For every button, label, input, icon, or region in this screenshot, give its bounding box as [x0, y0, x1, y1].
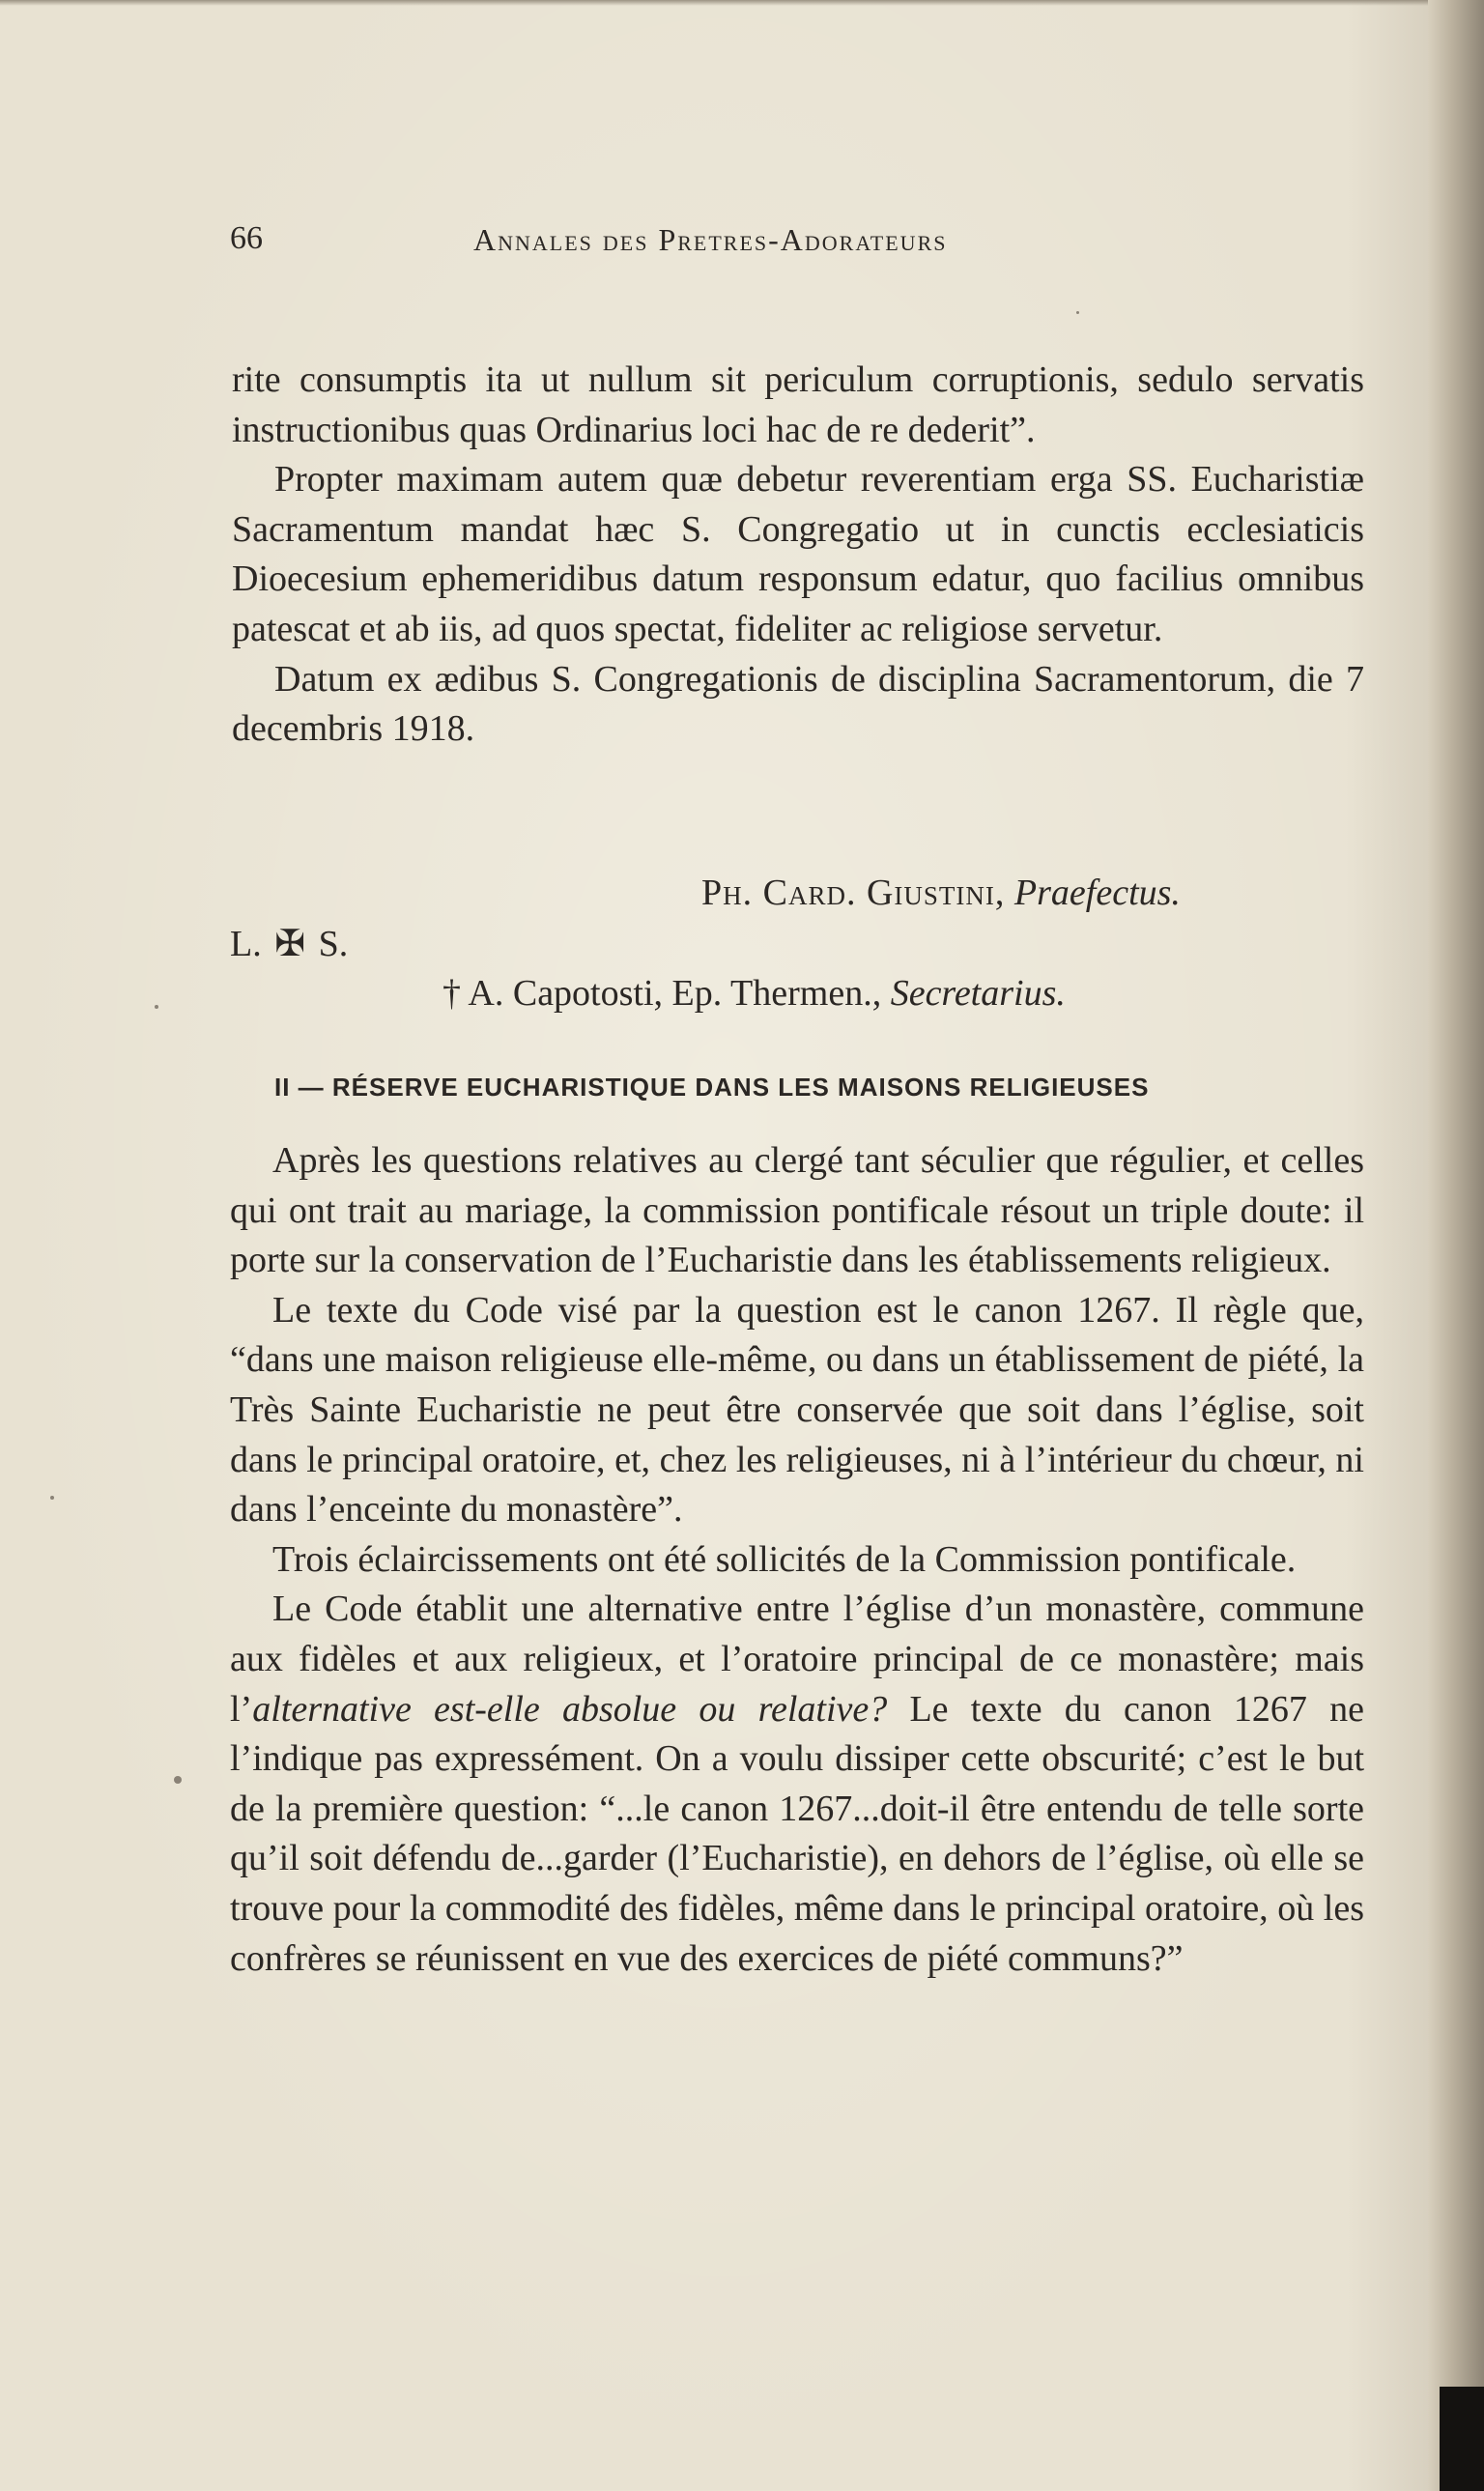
- prefect-name: Ph. Card. Giustini,: [701, 873, 1006, 913]
- prefect-signature: [701, 872, 1181, 914]
- paragraph: rite consumptis ita ut nullum sit periculum corruptionis, sedulo servatis instructionibus quas Ordinarius loci hac de re dederit”.: [232, 359, 1364, 450]
- french-text-block: [230, 1136, 1364, 1984]
- paper-speck: [1076, 311, 1079, 314]
- cross-icon: ✠: [274, 924, 306, 964]
- paragraph: Propter maximam autem quæ debetur reverentiam erga SS. Eucharistiæ Sacramentum mandat hæc S. Congregatio ut in cunctis ecclesiaticis Dioecesium ephemeridibus datum responsum edatur, quo facilius omnibus patescat et ab iis, ad quos spectat, fideliter ac religiose servetur.: [232, 459, 1364, 649]
- seal-left: L.: [230, 924, 262, 964]
- section-heading: II — RÉSERVE EUCHARISTIQUE DANS LES MAISONS RELIGIEUSES: [274, 1073, 1150, 1102]
- secretary-name: † A. Capotosti, Ep. Thermen.,: [442, 973, 882, 1014]
- paper-speck: [155, 1005, 158, 1009]
- paragraph-text: Le Code établit une alternative entre l’église d’un monastère, commune aux fidèles et aux religieux, et l’oratoire principal de ce monastère; mais l’: [230, 1589, 1364, 1730]
- page-top-shadow: [0, 0, 1447, 6]
- paragraph-text: Le texte du canon 1267 ne l’indique pas expressément. On a voulu dissiper cette obscurité; c’est le but de la première question: “...le canon 1267...doit-il être entendu de telle sorte qu’il soit défendu de...garder (l’Eucharistie), en dehors de l’église, où elle se trouve pour la commodité des fidèles, même dans le principal oratoire, où les confrères se réunissent en vue des exercices de piété communs?”: [230, 1688, 1364, 1979]
- italic-phrase: alternative est-elle absolue ou relative?: [252, 1688, 888, 1730]
- secretary-signature: [442, 972, 1066, 1015]
- page-number: 66: [230, 220, 263, 256]
- running-head: [230, 220, 1370, 263]
- paper-speck: [50, 1496, 54, 1500]
- paper-speck: [174, 1776, 182, 1784]
- paragraph: Trois éclaircissements ont été sollicités de la Commission pontificale.: [272, 1538, 1297, 1580]
- latin-text-block: [232, 356, 1364, 755]
- paragraph-with-italic: [230, 1585, 1364, 1984]
- paragraph: Après les questions relatives au clergé tant séculier que régulier, et celles qui ont trait au mariage, la commission pontificale résout un triple doute: il porte sur la conservation de l’Eucharistie dans les établissements religieux.: [230, 1140, 1364, 1281]
- book-gutter-edge: [1428, 0, 1484, 2491]
- journal-title: Annales des Pretres-Adorateurs: [473, 222, 948, 257]
- paragraph: Le texte du Code visé par la question est le canon 1267. Il règle que, “dans une maison religieuse elle-même, ou dans un établissement de piété, la Très Sainte Eucharistie ne peut être conservée que soit dans l’église, soit dans le principal oratoire, et, chez les religieuses, ni à l’intérieur du chœur, ni dans l’enceinte du monastère”.: [230, 1289, 1364, 1531]
- seal-mark: [230, 922, 348, 965]
- secretary-role: Secretarius.: [890, 973, 1066, 1014]
- book-corner-shadow: [1440, 2387, 1484, 2491]
- seal-right: S.: [318, 924, 349, 964]
- prefect-role: Praefectus.: [1013, 873, 1181, 913]
- paragraph: Datum ex ædibus S. Congregationis de disciplina Sacramentorum, die 7 decembris 1918.: [232, 658, 1364, 750]
